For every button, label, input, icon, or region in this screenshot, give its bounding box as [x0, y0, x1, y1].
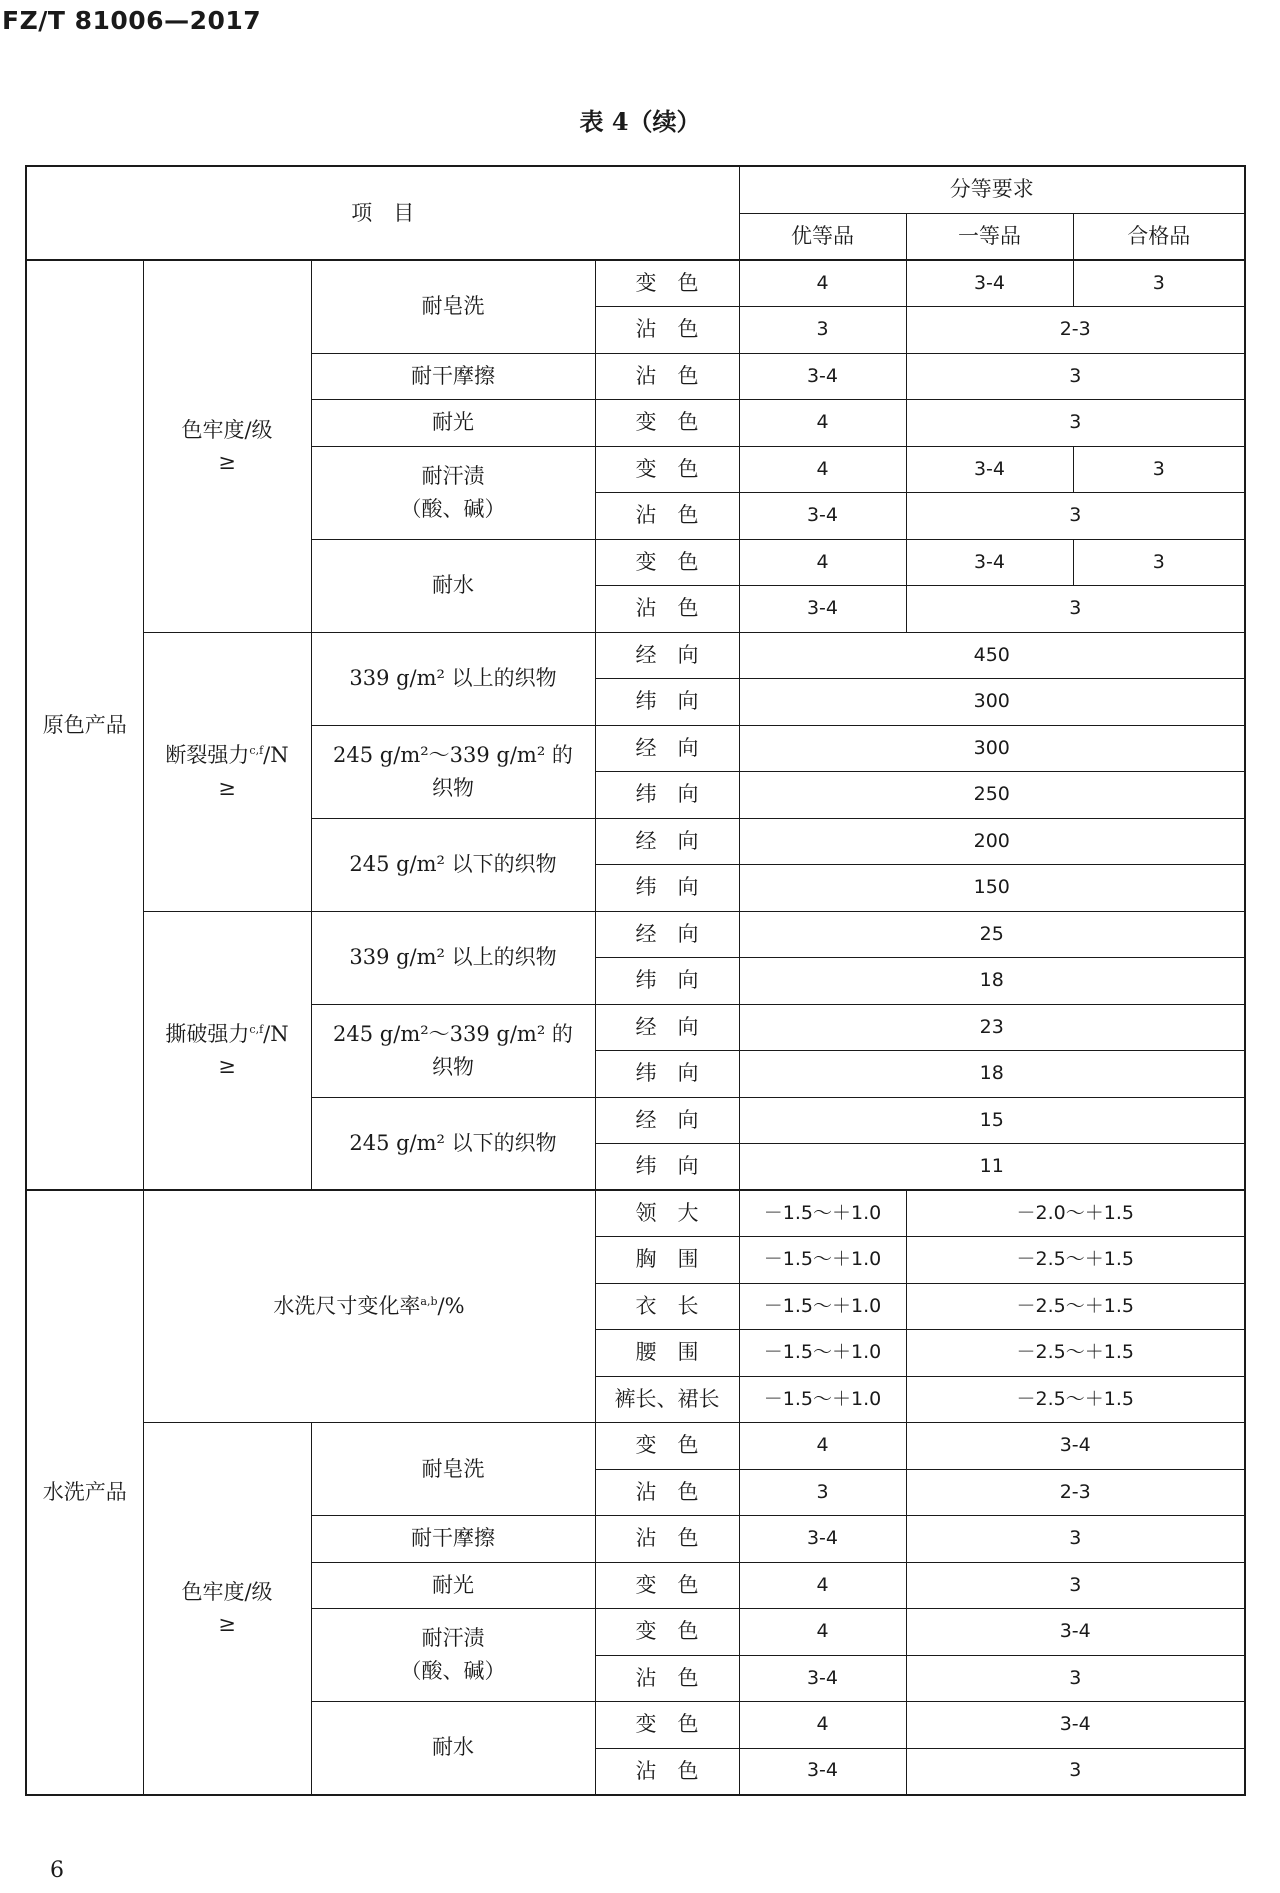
requirements-table-container — [25, 165, 1244, 1796]
direction-warp: 经 向 — [595, 1004, 739, 1051]
value-cell: 25 — [739, 911, 1245, 958]
header-grade: 分等要求 — [739, 166, 1245, 213]
direction-weft: 纬 向 — [595, 958, 739, 1005]
value-cell: 3 — [906, 1516, 1245, 1563]
footnote-mark: a,b — [420, 1295, 438, 1309]
value-cell: 4 — [739, 1562, 906, 1609]
direction-weft: 纬 向 — [595, 772, 739, 819]
value-cell: －2.5～＋1.5 — [906, 1283, 1245, 1330]
value-cell: 3-4 — [739, 1655, 906, 1702]
value-cell: －2.5～＋1.5 — [906, 1237, 1245, 1284]
value-cell: 300 — [739, 725, 1245, 772]
value-cell: 4 — [739, 1423, 906, 1470]
table-row — [26, 632, 1245, 679]
value-cell: 3-4 — [906, 260, 1073, 307]
ge-sign: ≥ — [218, 1054, 236, 1079]
unit: /N — [263, 1021, 289, 1046]
part-trouser-skirt-length: 裤长、裙长 — [595, 1376, 739, 1423]
value-cell: 3 — [906, 400, 1245, 447]
value-cell: －1.5～＋1.0 — [739, 1330, 906, 1377]
value-cell: 18 — [739, 1051, 1245, 1098]
fabric-over: 339 g/m² 以上的织物 — [311, 911, 595, 1004]
value-cell: 3-4 — [739, 1748, 906, 1795]
value-cell: －2.0～＋1.5 — [906, 1190, 1245, 1237]
fabric-mid-line2: 织物 — [432, 1054, 474, 1079]
value-cell: 11 — [739, 1144, 1245, 1191]
value-cell: 300 — [739, 679, 1245, 726]
value-cell: 18 — [739, 958, 1245, 1005]
direction-warp: 经 向 — [595, 725, 739, 772]
direction-weft: 纬 向 — [595, 865, 739, 912]
value-cell: 3 — [1073, 446, 1245, 493]
page-number: 6 — [50, 1858, 64, 1883]
raw-colorfastness-group — [143, 260, 311, 632]
test-light: 耐光 — [311, 1562, 595, 1609]
value-cell: 4 — [739, 446, 906, 493]
value-cell: 3-4 — [739, 586, 906, 633]
property-stain: 沾 色 — [595, 1469, 739, 1516]
category-raw: 原色产品 — [26, 260, 143, 1190]
property-change: 变 色 — [595, 539, 739, 586]
test-soap: 耐皂洗 — [311, 1423, 595, 1516]
value-cell: 3 — [739, 307, 906, 354]
value-cell: 4 — [739, 260, 906, 307]
direction-warp: 经 向 — [595, 1097, 739, 1144]
value-cell: 3 — [906, 1562, 1245, 1609]
property-stain: 沾 色 — [595, 1748, 739, 1795]
value-cell: －1.5～＋1.0 — [739, 1190, 906, 1237]
value-cell: 23 — [739, 1004, 1245, 1051]
part-waist: 腰 围 — [595, 1330, 739, 1377]
test-sweat — [311, 1609, 595, 1702]
group-label: 断裂强力 — [165, 742, 250, 767]
value-cell: 3 — [906, 493, 1245, 540]
property-stain: 沾 色 — [595, 493, 739, 540]
tear-strength-group — [143, 911, 311, 1190]
table-row — [26, 1423, 1245, 1470]
requirements-table — [25, 165, 1246, 1796]
value-cell: 200 — [739, 818, 1245, 865]
sweat-line2: （酸、碱） — [400, 496, 506, 521]
test-dry-rub: 耐干摩擦 — [311, 1516, 595, 1563]
header-qualified: 合格品 — [1073, 213, 1245, 260]
value-cell: 3-4 — [739, 1516, 906, 1563]
direction-weft: 纬 向 — [595, 1144, 739, 1191]
value-cell: －2.5～＋1.5 — [906, 1330, 1245, 1377]
test-water: 耐水 — [311, 539, 595, 632]
header-superior: 优等品 — [739, 213, 906, 260]
fabric-mid-line2: 织物 — [432, 775, 474, 800]
value-cell: 150 — [739, 865, 1245, 912]
category-washed: 水洗产品 — [26, 1190, 143, 1795]
value-cell: 15 — [739, 1097, 1245, 1144]
unit: /% — [437, 1294, 465, 1319]
property-stain: 沾 色 — [595, 1655, 739, 1702]
value-cell: 250 — [739, 772, 1245, 819]
ge-sign: ≥ — [218, 1612, 236, 1637]
value-cell: 3-4 — [906, 446, 1073, 493]
group-label: 色牢度/级 — [181, 1579, 273, 1604]
value-cell: 3 — [1073, 260, 1245, 307]
value-cell: 3-4 — [906, 1609, 1245, 1656]
group-label: 色牢度/级 — [181, 417, 273, 442]
header-row — [26, 166, 1245, 213]
fabric-mid — [311, 725, 595, 818]
value-cell: 2-3 — [906, 307, 1245, 354]
fabric-under: 245 g/m² 以下的织物 — [311, 818, 595, 911]
footnote-mark: c,f — [249, 1022, 264, 1036]
property-change: 变 色 — [595, 446, 739, 493]
direction-weft: 纬 向 — [595, 679, 739, 726]
property-stain: 沾 色 — [595, 586, 739, 633]
value-cell: 450 — [739, 632, 1245, 679]
value-cell: 4 — [739, 1609, 906, 1656]
break-strength-group — [143, 632, 311, 911]
value-cell: 3-4 — [739, 493, 906, 540]
value-cell: 3-4 — [739, 353, 906, 400]
ge-sign: ≥ — [218, 775, 236, 800]
part-collar: 领 大 — [595, 1190, 739, 1237]
value-cell: 3-4 — [906, 539, 1073, 586]
washed-colorfastness-group — [143, 1423, 311, 1795]
property-change: 变 色 — [595, 1423, 739, 1470]
group-label: 撕破强力 — [165, 1021, 250, 1046]
direction-warp: 经 向 — [595, 632, 739, 679]
sweat-line1: 耐汗渍 — [421, 463, 485, 488]
direction-weft: 纬 向 — [595, 1051, 739, 1098]
property-change: 变 色 — [595, 400, 739, 447]
unit: /N — [263, 742, 289, 767]
fabric-mid-line1: 245 g/m²～339 g/m² 的 — [333, 1021, 573, 1046]
value-cell: 3 — [1073, 539, 1245, 586]
property-stain: 沾 色 — [595, 307, 739, 354]
fabric-under: 245 g/m² 以下的织物 — [311, 1097, 595, 1190]
fabric-mid — [311, 1004, 595, 1097]
test-water: 耐水 — [311, 1702, 595, 1795]
fabric-mid-line1: 245 g/m²～339 g/m² 的 — [333, 742, 573, 767]
table-title: 表 4（续） — [579, 107, 701, 136]
property-change: 变 色 — [595, 1562, 739, 1609]
value-cell: 4 — [739, 400, 906, 447]
value-cell: －1.5～＋1.0 — [739, 1283, 906, 1330]
value-cell: 3 — [739, 1469, 906, 1516]
header-first: 一等品 — [906, 213, 1073, 260]
test-sweat — [311, 446, 595, 539]
property-stain: 沾 色 — [595, 353, 739, 400]
sweat-line1: 耐汗渍 — [421, 1626, 485, 1651]
sweat-line2: （酸、碱） — [400, 1659, 506, 1683]
test-soap: 耐皂洗 — [311, 260, 595, 353]
standard-code: FZ/T 81006—2017 — [2, 6, 262, 35]
value-cell: 3 — [906, 586, 1245, 633]
value-cell: 3-4 — [906, 1423, 1245, 1470]
value-cell: 3-4 — [906, 1702, 1245, 1749]
dim-change-group — [143, 1190, 595, 1423]
value-cell: 3 — [906, 1655, 1245, 1702]
value-cell: 3 — [906, 1748, 1245, 1795]
property-change: 变 色 — [595, 260, 739, 307]
footnote-mark: c,f — [249, 743, 264, 757]
direction-warp: 经 向 — [595, 818, 739, 865]
property-change: 变 色 — [595, 1609, 739, 1656]
fabric-over: 339 g/m² 以上的织物 — [311, 632, 595, 725]
value-cell: 4 — [739, 1702, 906, 1749]
table-row — [26, 911, 1245, 958]
value-cell: 3 — [906, 353, 1245, 400]
table-row — [26, 1190, 1245, 1237]
part-chest: 胸 围 — [595, 1237, 739, 1284]
dim-change-label: 水洗尺寸变化率 — [273, 1294, 421, 1319]
part-length: 衣 长 — [595, 1283, 739, 1330]
ge-sign: ≥ — [218, 450, 236, 475]
test-light: 耐光 — [311, 400, 595, 447]
property-stain: 沾 色 — [595, 1516, 739, 1563]
property-change: 变 色 — [595, 1702, 739, 1749]
table-row — [26, 260, 1245, 307]
value-cell: －1.5～＋1.0 — [739, 1237, 906, 1284]
value-cell: －1.5～＋1.0 — [739, 1376, 906, 1423]
value-cell: 4 — [739, 539, 906, 586]
header-item: 项 目 — [26, 166, 739, 260]
direction-warp: 经 向 — [595, 911, 739, 958]
test-dry-rub: 耐干摩擦 — [311, 353, 595, 400]
value-cell: 2-3 — [906, 1469, 1245, 1516]
value-cell: －2.5～＋1.5 — [906, 1376, 1245, 1423]
